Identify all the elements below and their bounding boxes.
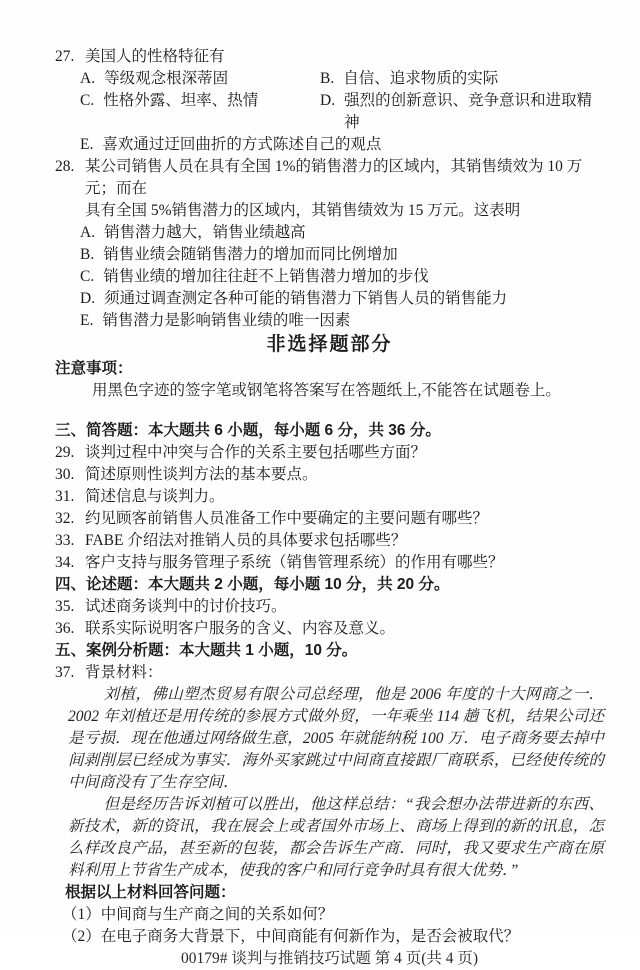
option-label: E. — [80, 312, 94, 329]
question-28-stem-continued — [55, 200, 604, 222]
option-e — [80, 134, 381, 156]
option-label: D. — [80, 290, 96, 307]
question-text: 简述信息与谈判力。 — [85, 488, 225, 505]
option-c — [80, 90, 320, 134]
case-material-paragraph-1: 刘植，佛山塑杰贸易有限公司总经理，他是 2006 年度的十大网商之一．2002 年刘植还是用传统的参展方式做外贸，一年乘坐 114 趟飞机，结果公司还是亏损．现在他通过网络做生意，2005 年就能纳税 100 万．电子商务要去掉中间剥削层已经成为事实．海外买家跳过中间商直接跟厂商联系，已经使传统的中间商没有了生存空间． — [68, 686, 604, 791]
option-label: B. — [320, 70, 335, 87]
question-36 — [55, 618, 604, 640]
indent-spacer — [55, 200, 85, 222]
question-35 — [55, 596, 604, 618]
part3-header: 三、简答题：本大题共 6 小题，每小题 6 分，共 36 分。 — [55, 422, 441, 439]
question-stem-line-1: 某公司销售人员在具有全国 1%的销售潜力的区域内，其销售绩效为 10 万元；而在 — [85, 158, 583, 197]
question-28-option-b — [80, 244, 604, 266]
option-text: 喜欢通过迂回曲折的方式陈述自己的观点 — [102, 136, 382, 153]
question-text: 试述商务谈判中的讨价技巧。 — [85, 598, 287, 615]
question-31 — [55, 486, 604, 508]
question-label: 背景材料： — [85, 664, 163, 681]
question-29 — [55, 442, 604, 464]
option-label: D. — [320, 92, 336, 109]
option-label: C. — [80, 92, 95, 109]
part5-header: 五、案例分析题：本大题共 1 小题，10 分。 — [55, 642, 358, 659]
case-sub-question-1: （1）中间商与生产商之间的关系如何？ — [62, 906, 334, 923]
question-stem-line-2: 具有全国 5%销售潜力的区域内，其销售绩效为 15 万元。这表明 — [85, 202, 521, 219]
case-material-paragraph-2: 但是经历告诉刘植可以胜出，他这样总结：“我会想办法带进新的东西、新技术，新的资讯，我在展会上或者国外市场上、商场上得到的新的讯息，怎么样改良产品，甚至新的包装，都会告诉生产商．同时，我又要求生产商在原料利用上节省生产成本，使我的客户和同行竞争时具有很大优势．” — [68, 796, 604, 879]
case-sub-question-2: （2）在电子商务大背景下，中间商能有何新作为，是否会被取代？ — [62, 928, 520, 945]
question-number: 29. — [55, 444, 75, 461]
question-28-option-c — [80, 266, 604, 288]
question-number: 30. — [55, 466, 75, 483]
question-28 — [55, 156, 604, 200]
notice-label: 注意事项： — [55, 360, 133, 377]
question-text: 约见顾客前销售人员准备工作中要确定的主要问题有哪些？ — [85, 510, 489, 527]
option-text: 销售业绩会随销售潜力的增加而同比例增加 — [103, 246, 398, 263]
option-text: 自信、追求物质的实际 — [343, 70, 499, 87]
option-text: 销售潜力是影响销售业绩的唯一因素 — [102, 312, 351, 329]
question-number: 28. — [55, 158, 75, 175]
spacer — [55, 402, 604, 420]
question-27-options-row-1 — [80, 68, 604, 90]
question-28-option-d — [80, 288, 604, 310]
question-27 — [55, 46, 604, 68]
question-number: 37. — [55, 664, 75, 681]
question-number: 31. — [55, 488, 75, 505]
question-stem: 美国人的性格特征有 — [85, 48, 225, 65]
option-label: A. — [80, 224, 96, 241]
option-text: 销售潜力越大，销售业绩越高 — [104, 224, 306, 241]
notice-text: 用黑色字迹的签字笔或钢笔将答案写在答题纸上,不能答在试题卷上。 — [92, 382, 561, 399]
section-title: 非选择题部分 — [266, 334, 393, 355]
question-number: 35. — [55, 598, 75, 615]
option-label: C. — [80, 268, 95, 285]
option-b — [320, 68, 498, 90]
option-text: 须通过调查测定各种可能的销售潜力下销售人员的销售能力 — [104, 290, 508, 307]
question-text: 简述原则性谈判方法的基本要点。 — [85, 466, 318, 483]
option-label: E. — [80, 136, 94, 153]
part4-header: 四、论述题：本大题共 2 小题，每小题 10 分，共 20 分。 — [55, 576, 450, 593]
page-footer: 00179# 谈判与推销技巧试题 第 4 页(共 4 页) — [180, 950, 479, 967]
question-number: 36. — [55, 620, 75, 637]
option-label: B. — [80, 246, 95, 263]
question-28-option-a — [80, 222, 604, 244]
question-text: 谈判过程中冲突与合作的关系主要包括哪些方面？ — [85, 444, 427, 461]
option-text: 等级观念根深蒂固 — [104, 70, 229, 87]
question-34 — [55, 552, 604, 574]
option-text: 性格外露、坦率、热情 — [103, 92, 259, 109]
question-number: 32. — [55, 510, 75, 527]
question-32 — [55, 508, 604, 530]
question-30 — [55, 464, 604, 486]
question-number: 33. — [55, 532, 75, 549]
question-28-option-e — [80, 310, 604, 332]
question-33 — [55, 530, 604, 552]
option-a — [80, 68, 320, 90]
option-d — [320, 90, 604, 134]
question-text: 联系实际说明客户服务的含义、内容及意义。 — [85, 620, 396, 637]
question-37 — [55, 662, 604, 684]
question-27-options-row-2 — [80, 90, 604, 134]
option-text: 强烈的创新意识、竞争意识和进取精神 — [344, 92, 593, 131]
question-number: 27. — [55, 48, 75, 65]
question-text: 客户支持与服务管理子系统（销售管理系统）的作用有哪些？ — [85, 554, 504, 571]
question-text: FABE 介绍法对推销人员的具体要求包括哪些？ — [85, 532, 407, 549]
case-answer-prompt: 根据以上材料回答问题： — [65, 884, 236, 901]
option-label: A. — [80, 70, 96, 87]
question-27-options-row-3 — [80, 134, 604, 156]
question-number: 34. — [55, 554, 75, 571]
option-text: 销售业绩的增加往往赶不上销售潜力增加的步伐 — [103, 268, 429, 285]
